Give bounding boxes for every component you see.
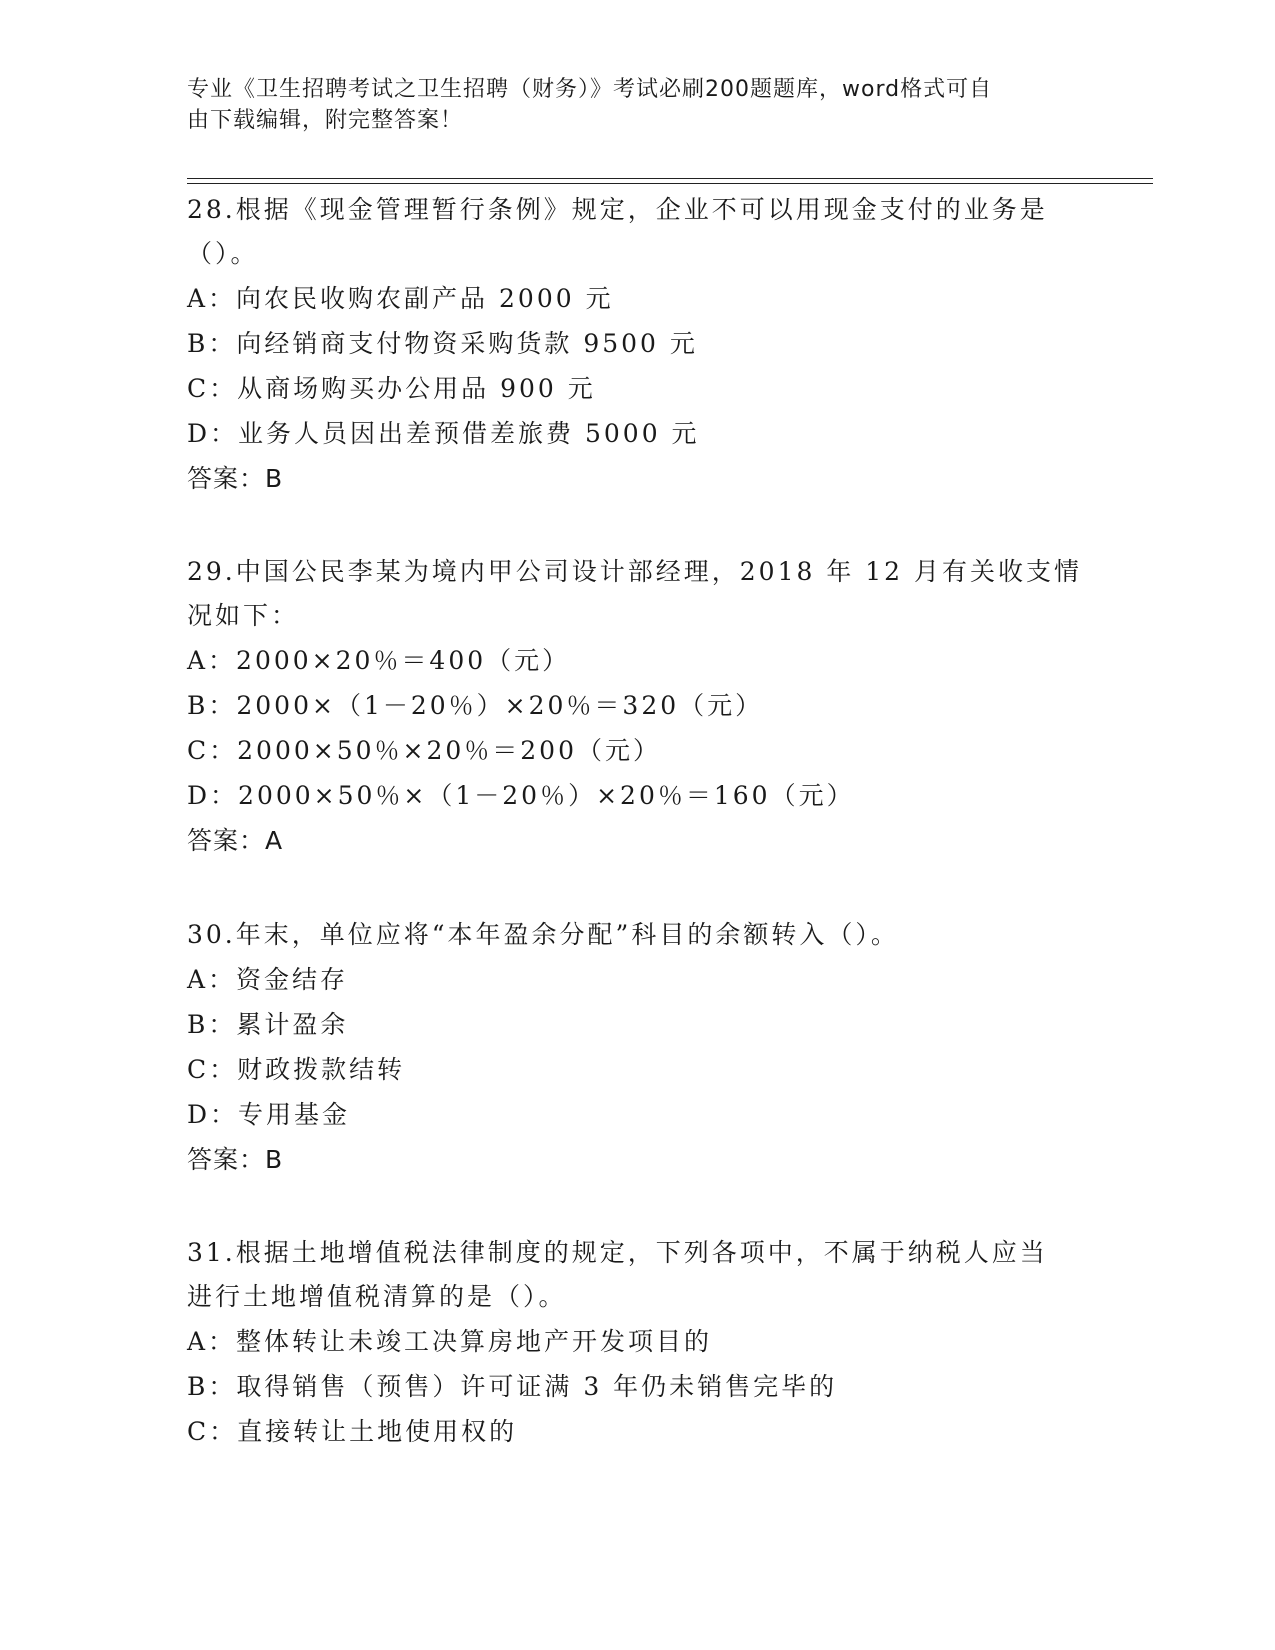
document-header [187, 74, 1067, 136]
question-stem-line: 况如下： [187, 601, 300, 630]
option-d: D：专用基金 [187, 1100, 351, 1129]
answer-line: 答案：B [187, 1145, 284, 1174]
question-stem [187, 913, 1087, 957]
header-divider-top [187, 178, 1153, 179]
answer-line: 答案：A [187, 826, 284, 855]
option-c: C：从商场购买办公用品 900 元 [187, 374, 596, 403]
option-a: A：向农民收购农副产品 2000 元 [187, 284, 614, 313]
question-28 [187, 188, 1087, 501]
option-c: C：2000×50％×20％＝200（元） [187, 736, 661, 765]
question-stem [187, 188, 1087, 276]
option-c: C：直接转让土地使用权的 [187, 1417, 518, 1446]
question-30 [187, 913, 1087, 1182]
question-stem-line: 29.中国公民李某为境内甲公司设计部经理，2018 年 12 月有关收支情 [187, 557, 1083, 586]
option-a: A：资金结存 [187, 965, 349, 994]
option-d: D：业务人员因出差预借差旅费 5000 元 [187, 419, 700, 448]
question-31 [187, 1231, 1087, 1454]
option-a: A：2000×20％＝400（元） [187, 646, 571, 675]
question-stem [187, 1231, 1087, 1319]
question-stem-line: 30.年末，单位应将“本年盈余分配”科目的余额转入（）。 [187, 920, 899, 949]
option-b: B：2000×（1－20％）×20％＝320（元） [187, 691, 764, 720]
question-stem-line: 进行土地增值税清算的是（）。 [187, 1282, 567, 1311]
question-stem-line: （）。 [187, 239, 259, 268]
option-b: B：累计盈余 [187, 1010, 349, 1039]
option-c: C：财政拨款结转 [187, 1055, 406, 1084]
option-a: A：整体转让未竣工决算房地产开发项目的 [187, 1327, 713, 1356]
header-divider-bottom [187, 183, 1153, 184]
option-b: B：取得销售（预售）许可证满 3 年仍未销售完毕的 [187, 1372, 838, 1401]
header-line-1: 专业《卫生招聘考试之卫生招聘（财务）》考试必刷200题题库，word格式可自 [187, 77, 993, 102]
option-d: D：2000×50％×（1－20％）×20％＝160（元） [187, 781, 855, 810]
question-stem [187, 550, 1087, 638]
answer-line: 答案：B [187, 464, 284, 493]
question-stem-line: 31.根据土地增值税法律制度的规定，下列各项中，不属于纳税人应当 [187, 1238, 1048, 1267]
header-line-2: 由下载编辑，附完整答案！ [187, 108, 464, 133]
question-29 [187, 550, 1087, 863]
option-b: B：向经销商支付物资采购货款 9500 元 [187, 329, 698, 358]
question-stem-line: 28.根据《现金管理暂行条例》规定，企业不可以用现金支付的业务是 [187, 195, 1048, 224]
